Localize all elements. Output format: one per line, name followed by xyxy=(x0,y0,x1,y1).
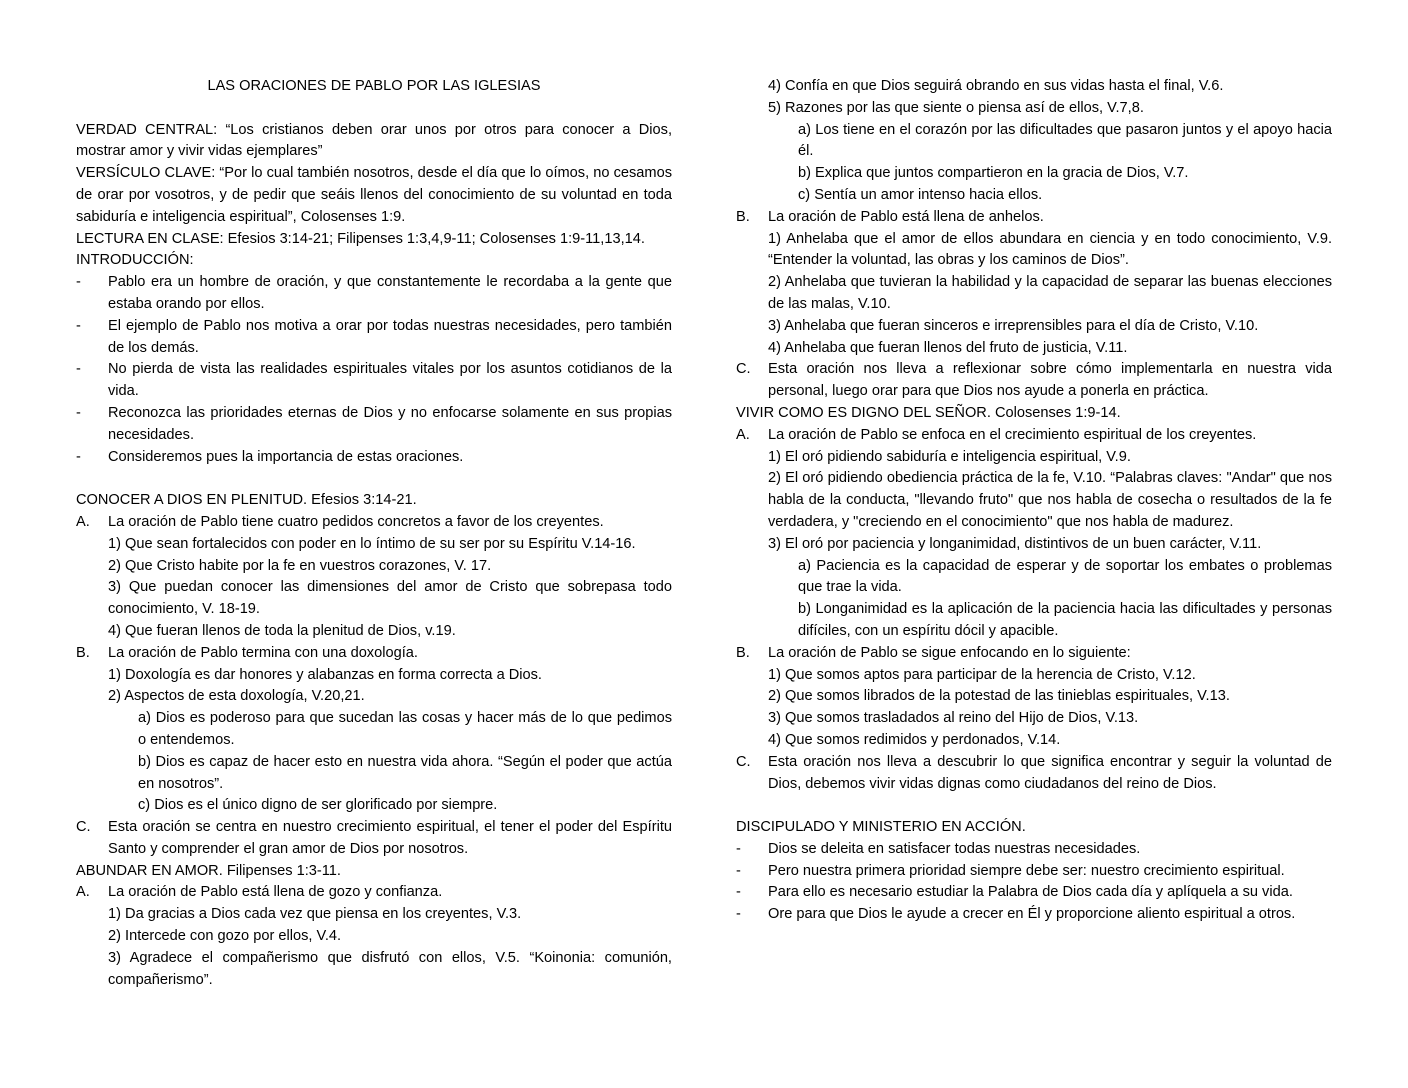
bullet-marker: - xyxy=(76,404,81,421)
outline-text: La oración de Pablo se enfoca en el crecimiento espiritual de los creyentes. xyxy=(768,426,1257,443)
sub-sub-item: a) Paciencia es la capacidad de esperar y de soportar los embates o problemas que trae la vida. xyxy=(798,557,1332,596)
outline-text: La oración de Pablo termina con una doxología. xyxy=(108,644,418,661)
list-item-text: Pero nuestra primera prioridad siempre debe ser: nuestro crecimiento espiritual. xyxy=(768,862,1285,879)
outline-text: La oración de Pablo tiene cuatro pedidos concretos a favor de los creyentes. xyxy=(108,513,604,530)
list-item xyxy=(76,272,672,316)
sub-item: 4) Que somos redimidos y perdonados, V.14. xyxy=(768,731,1061,748)
outline-marker: C. xyxy=(76,819,91,836)
document-title: LAS ORACIONES DE PABLO POR LAS IGLESIAS xyxy=(207,78,541,94)
list-item xyxy=(76,359,672,403)
spacer xyxy=(76,98,672,120)
outline-marker: B. xyxy=(76,644,90,661)
sub-item: 1) Doxología es dar honores y alabanzas en forma correcta a Dios. xyxy=(108,666,542,683)
sub-item: 3) Agradece el compañerismo que disfrutó con ellos, V.5. “Koinonia: comunión, compañerismo”. xyxy=(108,949,672,988)
list-item-text: Ore para que Dios le ayude a crecer en Él y proporcione aliento espiritual a otros. xyxy=(768,906,1296,923)
section-heading-abundar: ABUNDAR EN AMOR. Filipenses 1:3-11. xyxy=(76,862,341,879)
outline-text: La oración de Pablo está llena de gozo y confianza. xyxy=(108,884,443,901)
sub-sub-item: a) Los tiene en el corazón por las dificultades que pasaron juntos y el apoyo hacia él. xyxy=(798,121,1332,160)
outline-item-c xyxy=(736,359,1332,403)
outline-item-a xyxy=(736,425,1332,447)
outline-marker: A. xyxy=(76,884,90,901)
list-item xyxy=(736,882,1332,904)
lectura-en-clase: LECTURA EN CLASE: Efesios 3:14-21; Filipenses 1:3,4,9-11; Colosenses 1:9-11,13,14. xyxy=(76,230,645,247)
list-item xyxy=(736,861,1332,883)
sub-item: 3) El oró por paciencia y longanimidad, distintivos de un buen carácter, V.11. xyxy=(768,535,1262,552)
sub-item: 1) Que somos aptos para participar de la herencia de Cristo, V.12. xyxy=(768,666,1196,683)
outline-marker: A. xyxy=(76,513,90,530)
outline-marker: A. xyxy=(736,426,750,443)
right-column xyxy=(736,76,1332,926)
sub-item: 1) Da gracias a Dios cada vez que piensa en los creyentes, V.3. xyxy=(108,906,522,923)
sub-item: 4) Que fueran llenos de toda la plenitud de Dios, v.19. xyxy=(108,622,456,639)
sub-sub-item: c) Sentía un amor intenso hacia ellos. xyxy=(798,186,1043,203)
outline-item-b xyxy=(76,643,672,665)
bullet-marker: - xyxy=(736,862,741,879)
bullet-marker: - xyxy=(76,317,81,334)
outline-text: La oración de Pablo está llena de anhelos. xyxy=(768,208,1044,225)
outline-item-a xyxy=(76,882,672,904)
sub-item: 3) Anhelaba que fueran sinceros e irreprensibles para el día de Cristo, V.10. xyxy=(768,317,1259,334)
outline-text: Esta oración nos lleva a descubrir lo que significa encontrar y seguir la voluntad de Dios, debemos vivir vidas dignas como ciudadanos del reino de Dios. xyxy=(768,753,1332,792)
bullet-marker: - xyxy=(736,884,741,901)
versiculo-clave: VERSÍCULO CLAVE: “Por lo cual también nosotros, desde el día que lo oímos, no cesamos de orar por vosotros, y de pedir que seáis llenos del conocimiento de su voluntad en toda sabiduría e inteligencia espiritual”, Colosenses 1:9. xyxy=(76,165,672,225)
sub-item: 1) Que sean fortalecidos con poder en lo íntimo de su ser por su Espíritu V.14-16. xyxy=(108,535,636,552)
sub-sub-item: c) Dios es el único digno de ser glorificado por siempre. xyxy=(138,797,498,814)
intro-list xyxy=(76,272,672,468)
sub-item: 4) Anhelaba que fueran llenos del fruto de justicia, V.11. xyxy=(768,339,1128,356)
list-item-text: Dios se deleita en satisfacer todas nuestras necesidades. xyxy=(768,840,1141,857)
list-item-text: No pierda de vista las realidades espirituales vitales por los asuntos cotidianos de la vida. xyxy=(108,361,672,400)
list-item xyxy=(76,447,672,469)
section-heading-discipulado: DISCIPULADO Y MINISTERIO EN ACCIÓN. xyxy=(736,819,1026,836)
outline-marker: C. xyxy=(736,753,751,770)
sub-sub-item: b) Explica que juntos compartieron en la gracia de Dios, V.7. xyxy=(798,165,1189,182)
sub-sub-item: b) Longanimidad es la aplicación de la paciencia hacia las dificultades y personas difíciles, con un espíritu dócil y apacible. xyxy=(798,601,1332,639)
section-heading-conocer: CONOCER A DIOS EN PLENITUD. Efesios 3:14-21. xyxy=(76,492,417,509)
outline-marker: B. xyxy=(736,208,750,225)
bullet-marker: - xyxy=(76,448,81,465)
outline-item-b xyxy=(736,207,1332,229)
outline-text: Esta oración nos lleva a reflexionar sobre cómo implementarla en nuestra vida personal, luego orar para que Dios nos ayude a ponerla en práctica. xyxy=(768,361,1332,400)
sub-sub-item: b) Dios es capaz de hacer esto en nuestra vida ahora. “Según el poder que actúa en nosotros”. xyxy=(138,753,672,792)
list-item xyxy=(736,904,1332,926)
verdad-central: VERDAD CENTRAL: “Los cristianos deben orar unos por otros para conocer a Dios, mostrar amor y vivir vidas ejemplares” xyxy=(76,121,672,160)
outline-item-c xyxy=(76,817,672,861)
list-item xyxy=(736,839,1332,861)
introduccion-heading: INTRODUCCIÓN: xyxy=(76,252,194,269)
outline-marker: C. xyxy=(736,361,751,378)
bullet-marker: - xyxy=(76,361,81,378)
outline-item-a xyxy=(76,512,672,534)
list-item xyxy=(76,403,672,447)
outline-item-c xyxy=(736,752,1332,796)
sub-item: 2) El oró pidiendo obediencia práctica de la fe, V.10. “Palabras claves: "Andar" que nos habla de la conducta, "llevando fruto" que nos habla de cosecha o resultados de la fe verdadera, y "creciendo en el conocimiento" que nos habla de madurez. xyxy=(768,470,1332,530)
outline-item-b xyxy=(736,643,1332,665)
left-column xyxy=(76,76,672,991)
bullet-marker: - xyxy=(76,274,81,291)
outline-marker: B. xyxy=(736,644,750,661)
sub-item: 1) El oró pidiendo sabiduría e inteligencia espiritual, V.9. xyxy=(768,448,1131,465)
sub-item: 1) Anhelaba que el amor de ellos abundara en ciencia y en todo conocimiento, V.9. “Entender la voluntad, las obras y los caminos de Dios”. xyxy=(768,230,1332,269)
list-item-text: Reconozca las prioridades eternas de Dios y no enfocarse solamente en sus propias necesidades. xyxy=(108,404,672,443)
list-item-text: Consideremos pues la importancia de estas oraciones. xyxy=(108,448,464,465)
discipulado-list xyxy=(736,839,1332,926)
sub-item: 2) Que somos librados de la potestad de las tinieblas espirituales, V.13. xyxy=(768,688,1230,705)
outline-text: Esta oración se centra en nuestro crecimiento espiritual, el tener el poder del Espíritu Santo y comprender el gran amor de Dios por nosotros. xyxy=(108,819,672,857)
section-heading-vivir: VIVIR COMO ES DIGNO DEL SEÑOR. Colosenses 1:9-14. xyxy=(736,404,1121,421)
sub-item: 2) Que Cristo habite por la fe en vuestros corazones, V. 17. xyxy=(108,557,492,574)
sub-item: 2) Anhelaba que tuvieran la habilidad y la capacidad de separar las buenas elecciones de las malas, V.10. xyxy=(768,274,1332,312)
sub-item: 4) Confía en que Dios seguirá obrando en sus vidas hasta el final, V.6. xyxy=(768,78,1224,94)
outline-text: La oración de Pablo se sigue enfocando en lo siguiente: xyxy=(768,644,1131,661)
list-item xyxy=(76,316,672,360)
sub-sub-item: a) Dios es poderoso para que sucedan las cosas y hacer más de lo que pedimos o entendemos. xyxy=(138,710,672,748)
spacer xyxy=(76,468,672,490)
sub-item: 2) Aspectos de esta doxología, V.20,21. xyxy=(108,688,365,705)
sub-item: 3) Que puedan conocer las dimensiones del amor de Cristo que sobrepasa todo conocimiento, V. 18-19. xyxy=(108,579,672,618)
sub-item: 5) Razones por las que siente o piensa así de ellos, V.7,8. xyxy=(768,99,1144,116)
list-item-text: El ejemplo de Pablo nos motiva a orar por todas nuestras necesidades, pero también de los demás. xyxy=(108,317,672,356)
sub-item: 2) Intercede con gozo por ellos, V.4. xyxy=(108,928,342,945)
bullet-marker: - xyxy=(736,906,741,923)
bullet-marker: - xyxy=(736,840,741,857)
list-item-text: Pablo era un hombre de oración, y que constantemente le recordaba a la gente que estaba orando por ellos. xyxy=(108,274,672,312)
sub-item: 3) Que somos trasladados al reino del Hijo de Dios, V.13. xyxy=(768,710,1139,727)
list-item-text: Para ello es necesario estudiar la Palabra de Dios cada día y aplíquela a su vida. xyxy=(768,884,1293,901)
spacer xyxy=(736,795,1332,817)
